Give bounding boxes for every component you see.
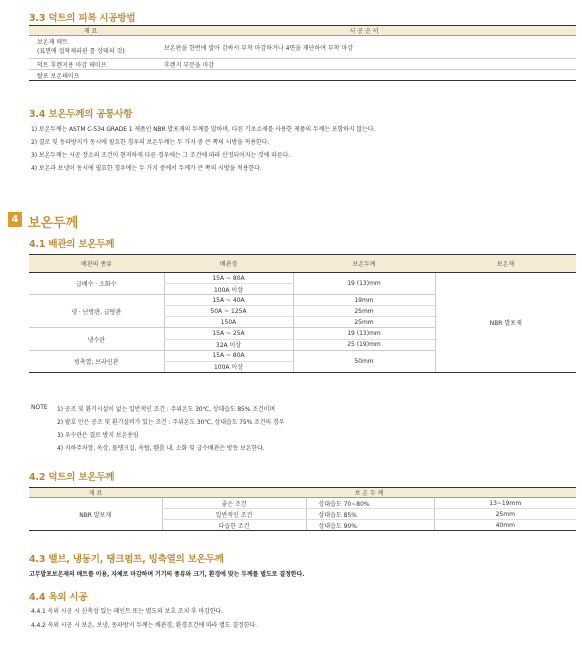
table-header-row [29,488,576,498]
outdoor-item-2: 4.4.2 옥외 시공 시 보온, 보냉, 동파방지 두께는 배관경, 환경조건에 따라 별도 결정한다. [31,622,257,629]
note-item-3: 3) 우수관은 결로 방지 보온용임 [57,432,139,439]
table-header-row [29,255,576,273]
table-row [29,70,576,81]
thickness-cell: 13~19mm [434,498,576,509]
header-material: 보온재 [435,255,576,273]
header-material: 재 료 [29,488,162,498]
header-pipe-size: 배관경 [164,255,293,273]
material-cell: 보온재 매트 (표면에 접착제리핀 를 상태의 것) [29,36,152,59]
section-3-3-title: 3.3 덕트의 피복 시공방법 [29,13,136,24]
pipe-type-cell: 빙축열, 브라인관 [29,350,164,372]
section-4-2-title: 4.2 덕트의 보온두께 [29,472,115,483]
material-cell: NBR 발포재 [29,498,162,531]
header-method: 시 공 순 서 [152,26,576,36]
thickness-cell: 25 (19)mm [293,339,435,350]
pipe-size-cell: 15A ~ 25A [164,328,293,339]
thickness-cell: 40mm [434,520,576,531]
method-cell: 후렌지 부분을 마감 [152,59,576,70]
header-thickness: 보 온 두 께 [162,488,576,498]
header-thickness: 보온두께 [293,255,435,273]
humidity-cell: 상대습도 70~80% [306,498,434,509]
common-item-1: 1) 보온두께는 ASTM C-534 GRADE 1 제품인 NBR 발포재의 두께를 말하며, 다른 기초소재를 사용한 제품의 두께는 포함하지 않는다. [31,126,376,133]
note-label: NOTE [31,404,48,411]
table-row [29,36,576,59]
duct-covering-table [29,25,576,81]
note-item-1: 1) 공조 및 환기시설이 없는 일반적인 조건 : 주위온도 30℃, 상대습도 85% 조건이며 [57,406,275,413]
outdoor-item-1: 4.4.1 옥외 시공 시 신축성 있는 페인트 또는 별도의 보호 조치 후 마감한다. [31,608,224,615]
section-4-3-title: 4.3 밸브, 냉동기, 탱크펌프, 빙축열의 보온두께 [29,554,224,565]
pipe-size-cell: 100A 이상 [164,361,293,372]
duct-insulation-table [29,487,576,531]
section-4-3-text: 고무발포보온재의 매트를 이용, 자체로 마감하며 기기의 종류와 크기, 환경에 맞는 두께를 별도로 결정한다. [29,571,305,578]
pipe-size-cell: 100A 이상 [164,284,293,295]
condition-cell: 일반적인 조건 [162,509,306,520]
pipe-size-cell: 15A ~ 40A [164,295,293,306]
section-3-4-title: 3.4 보온두께의 공통사항 [29,109,133,120]
thickness-cell: 19 (13)mm [293,328,435,339]
pipe-size-cell: 15A ~ 80A [164,273,293,284]
thickness-cell: 19mm [293,295,435,306]
common-item-4: 4) 보온과 보냉이 동시에 필요한 경우에는 두 가지 중에서 두께가 큰 쪽의 시방을 적용한다. [31,165,262,172]
humidity-cell: 상대습도 90% [306,520,434,531]
note-item-2: 2) 팔호 안은 공조 및 환기설비가 있는 조건 : 주위온도 30℃, 상대습도 75% 조건의 경우 [57,419,285,426]
pipe-type-cell: 냉수관 [29,328,164,350]
table-row [29,498,576,509]
condition-cell: 좋은 조건 [162,498,306,509]
pipe-size-cell: 50A ~ 125A [164,306,293,317]
humidity-cell: 상대습도 85% [306,509,434,520]
header-material: 재 료 [29,26,152,36]
section-4-1-title: 4.1 배관의 보온두께 [29,239,115,250]
pipe-insulation-table [29,254,576,373]
condition-cell: 다습한 조건 [162,520,306,531]
note-item-4: 4) 지하주차장, 옥상, 물탱크실, 옥탑, 휀룸 내, 소화 및 급수배관은 방동 보온한다. [57,445,265,452]
material-cell: 탈포 보온테이프 [29,70,152,81]
thickness-cell: 25mm [293,317,435,328]
method-cell [152,70,576,81]
section-number-badge: 4 [8,212,22,227]
thickness-cell: 25mm [434,509,576,520]
pipe-size-cell: 150A [164,317,293,328]
pipe-size-cell: 15A ~ 80A [164,350,293,361]
table-row [29,59,576,70]
thickness-cell: 25mm [293,306,435,317]
thickness-cell: 19 (13)mm [293,273,435,295]
table-header-row [29,26,576,36]
section-4-title: 보온두께 [28,216,79,231]
thickness-cell: 50mm [293,350,435,372]
pipe-type-cell: 급배수 · 소화수 [29,273,164,295]
common-item-2: 2) 결로 및 동파방지가 동시에 필요한 경우의 보온두께는 두 가지 중 큰 쪽의 시방을 적용한다. [31,139,270,146]
table-row [29,273,576,284]
pipe-type-cell: 냉 · 난방관, 급탕관 [29,295,164,328]
pipe-size-cell: 32A 이상 [164,339,293,350]
material-cell: NBR 발포재 [435,273,576,373]
section-4-4-title: 4.4 옥외 시공 [29,592,88,603]
common-item-3: 3) 보온두께는 시공 장소의 조건이 현저하게 다른 경우에는 그 조건에 따라 산정되어지는 것에 따른다. [31,152,291,159]
method-cell: 보온판을 한번에 말아 감싸서 부착 마감하거나 4면을 재단하여 부착 마감 [152,36,576,59]
material-cell: 덕트 후렌지용 마감 테이프 [29,59,152,70]
header-pipe-type: 배관의 종류 [29,255,164,273]
